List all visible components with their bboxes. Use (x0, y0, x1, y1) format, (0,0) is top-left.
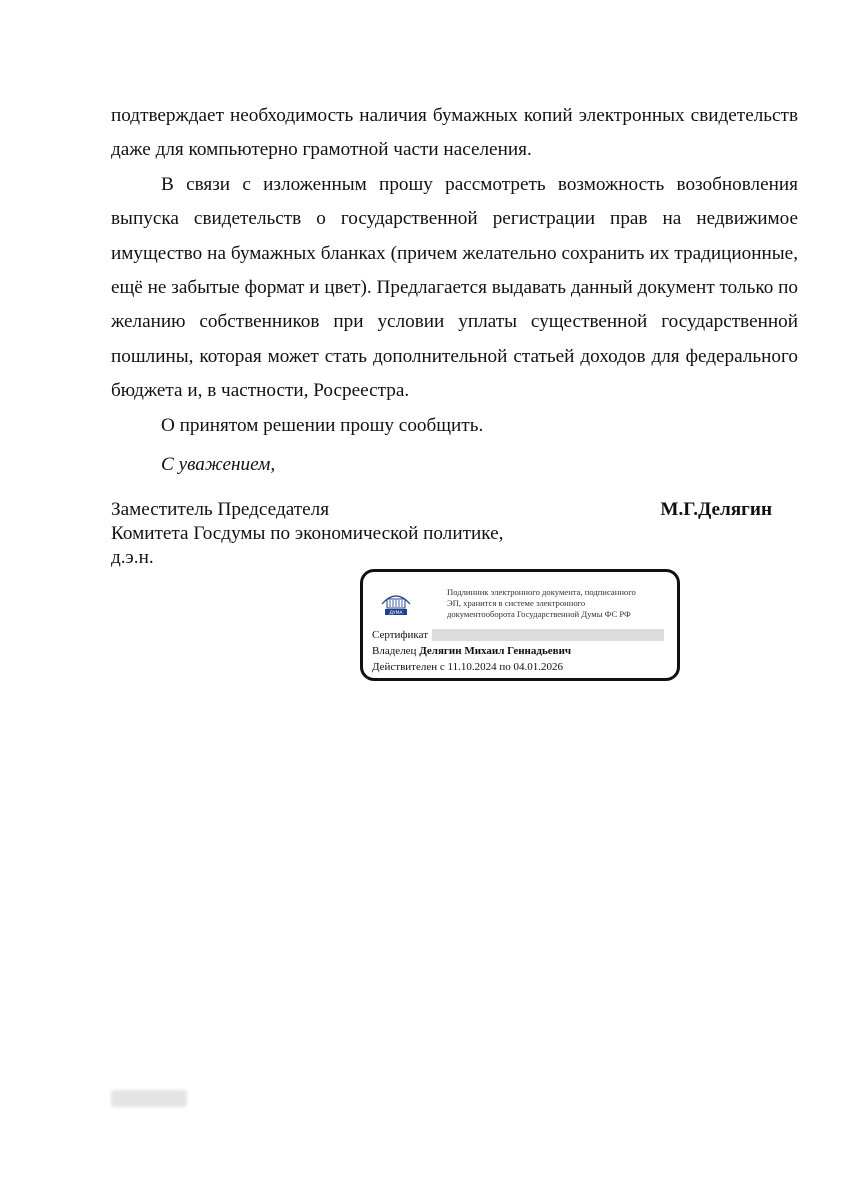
stamp-header (447, 587, 677, 620)
certificate-row (372, 628, 664, 642)
stamp-header-line-3: документооборота Государственной Думы ФС РФ (447, 609, 631, 619)
position-line-2: Комитета Госдумы по экономической политике, (111, 523, 504, 544)
paragraph-reply-request: О принятом решении прошу сообщить. (161, 414, 484, 436)
paragraph-continuation: подтверждает необходимость наличия бумажных копий электронных свидетельств даже для компьютерно грамотной части населения. (111, 105, 798, 161)
state-duma-emblem-icon (379, 590, 413, 618)
redacted-footer (111, 1090, 187, 1107)
validity-label: Действителен (372, 661, 438, 673)
letter-body (111, 99, 798, 443)
validity-row (372, 660, 563, 674)
academic-degree: д.э.н. (111, 547, 154, 568)
electronic-signature-stamp (360, 569, 680, 681)
position-line-1: Заместитель Председателя (111, 499, 330, 520)
owner-name: Делягин Михаил Геннадьевич (419, 645, 572, 657)
paragraph-request: В связи с изложенным прошу рассмотреть возможность возобновления выпуска свидетельств о государственной регистрации прав на недвижимое имущество на бумажных бланках (причем желательно сохранить их традиционные, ещё не забытые формат и цвет). Предлагается выдавать данный документ только по желанию собственников при условии уплаты существенной государственной пошлины, которая может стать дополнительной статьей доходов для федерального бюджета и, в частности, Росреестра. (111, 173, 798, 402)
validity-from-date: 11.10.2024 (447, 661, 497, 673)
signatory-name: М.Г.Делягин (660, 499, 772, 520)
signatory-position (111, 498, 503, 570)
emblem-text: ДУМА (389, 611, 403, 616)
validity-from-label: с (439, 661, 445, 673)
owner-row (372, 644, 571, 658)
validity-to-date: 04.01.2026 (513, 661, 563, 673)
closing-salutation: С уважением, (161, 454, 276, 475)
stamp-header-line-1: Подлинник электронного документа, подписанного (447, 587, 636, 597)
validity-to-label: по (499, 661, 511, 673)
stamp-header-line-2: ЭП, хранится в системе электронного (447, 598, 586, 608)
certificate-number-redacted (432, 629, 664, 641)
certificate-label: Сертификат (372, 629, 428, 641)
owner-label: Владелец (372, 645, 417, 657)
